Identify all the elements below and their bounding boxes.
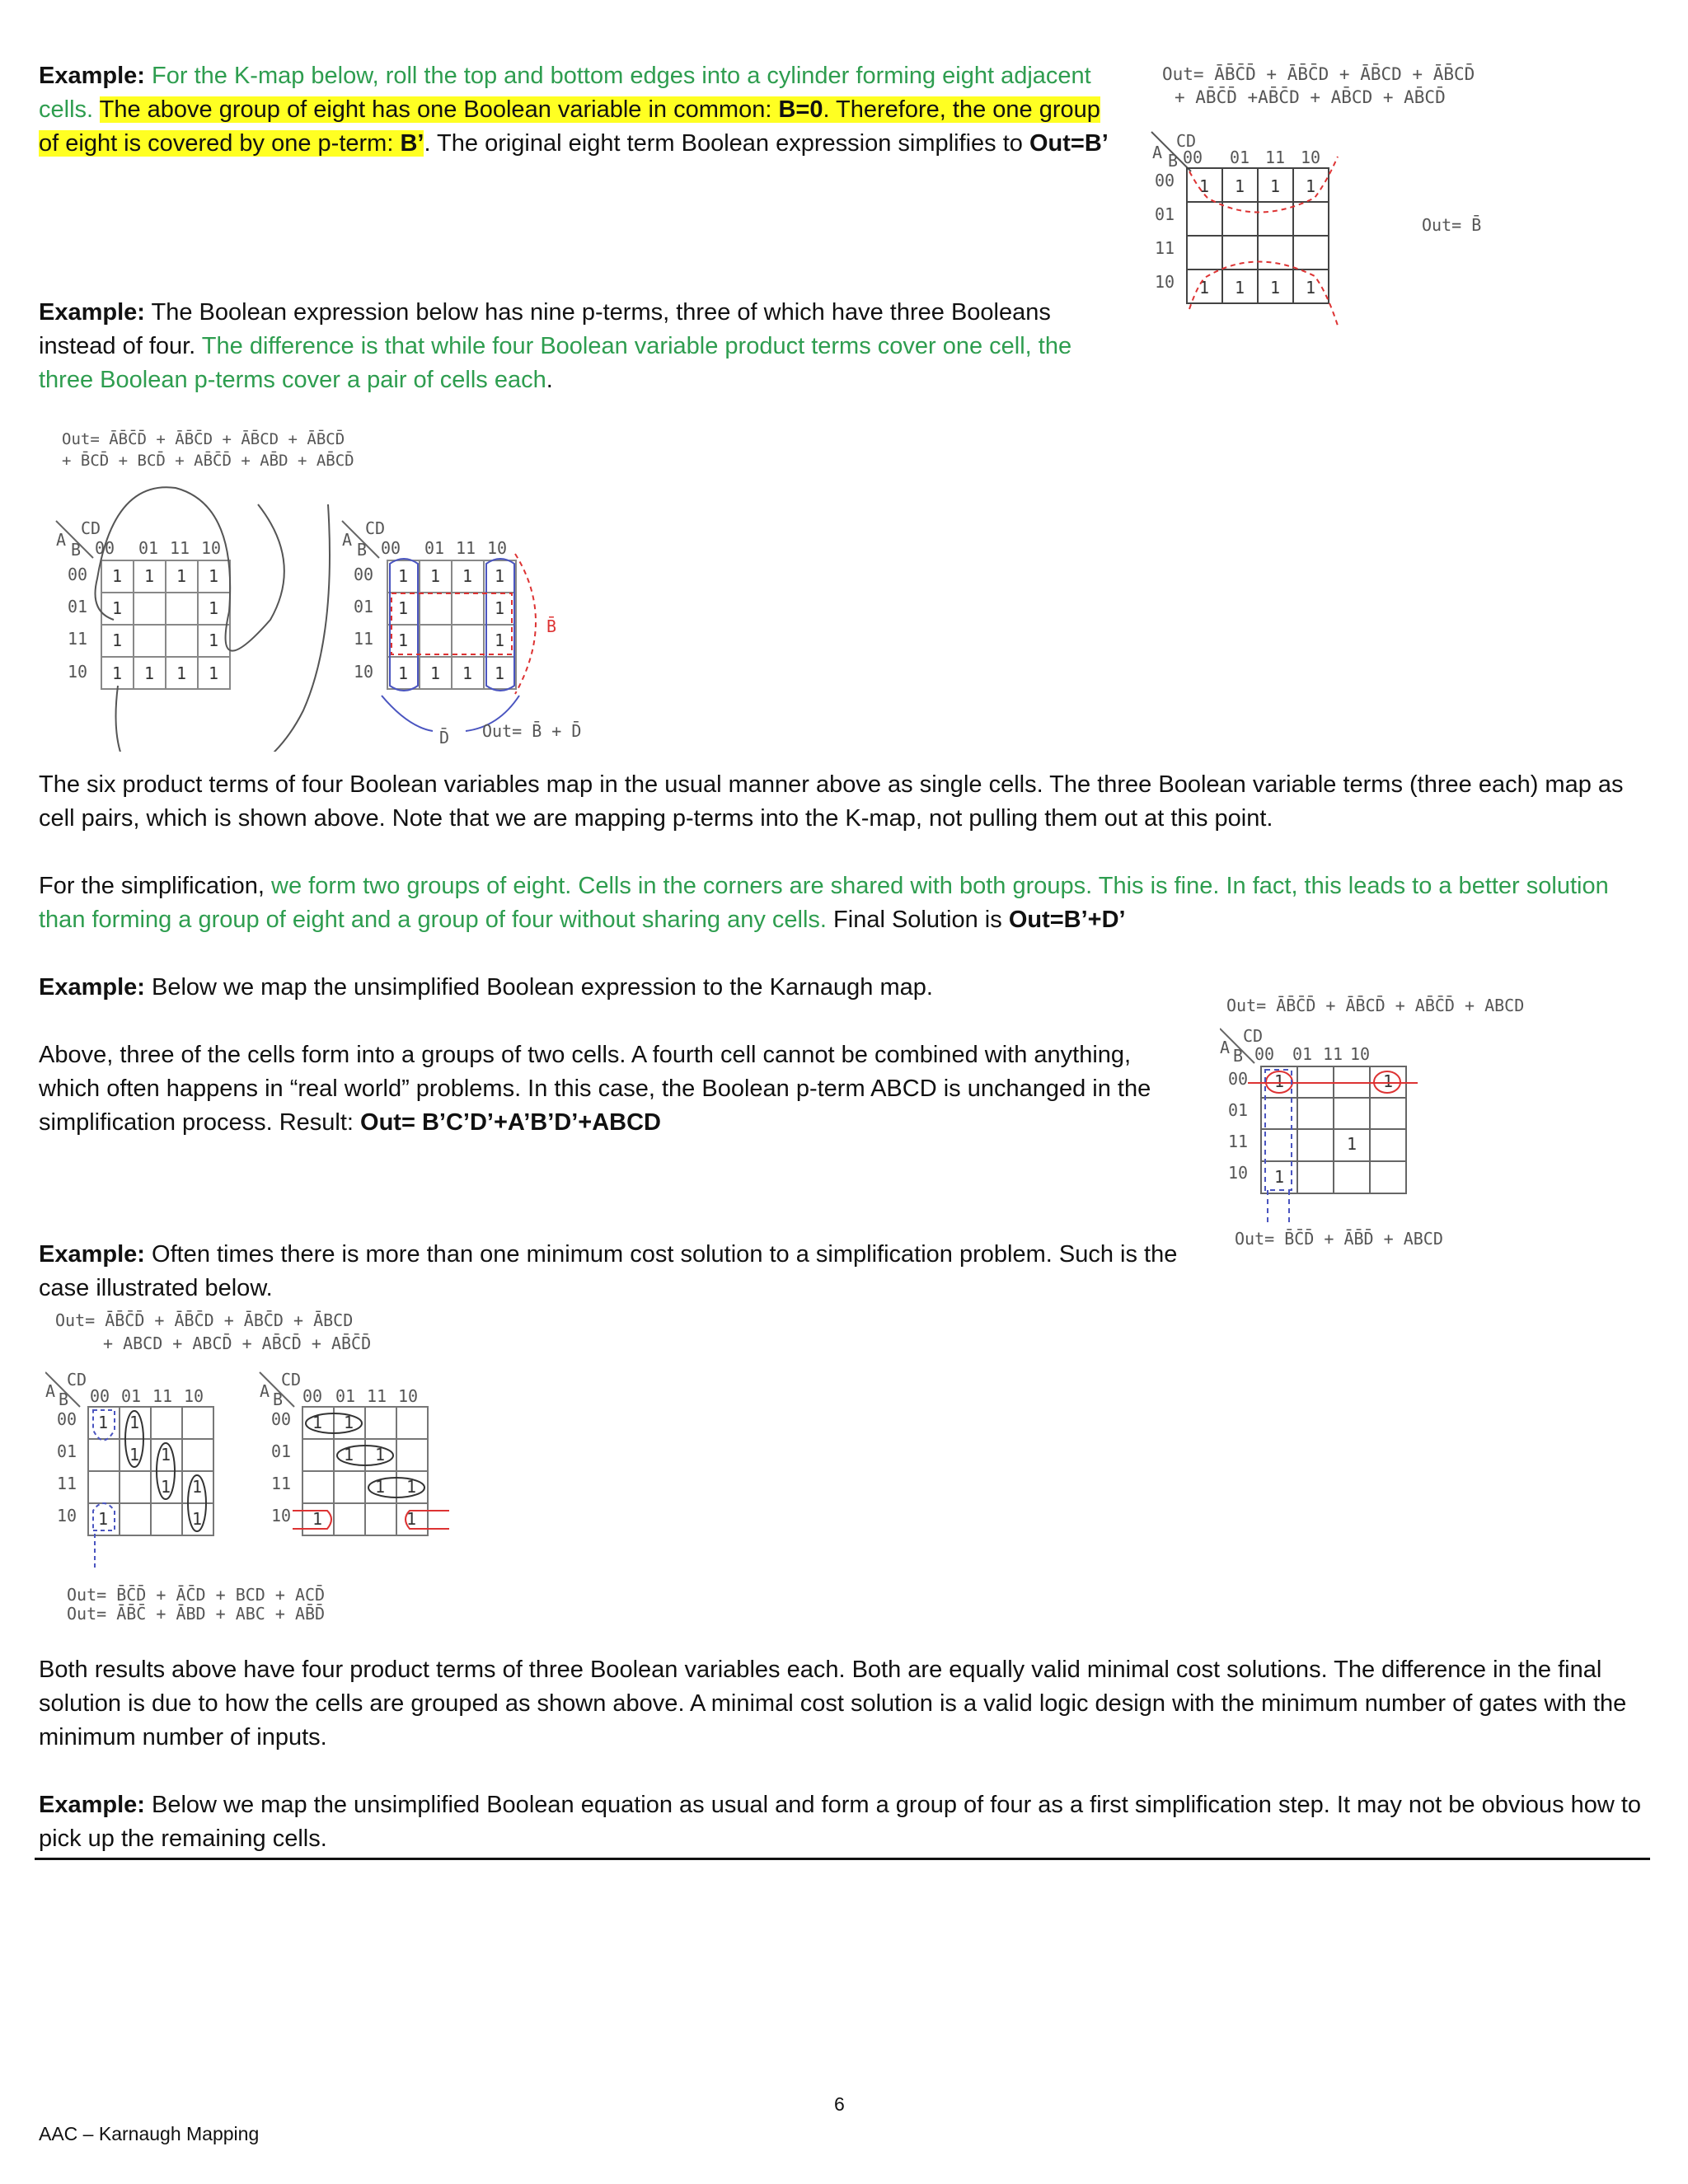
svg-text:1: 1 xyxy=(98,1413,109,1432)
svg-text:11: 11 xyxy=(152,1386,173,1406)
svg-text:01: 01 xyxy=(68,597,88,616)
svg-text:B: B xyxy=(71,540,82,560)
svg-text:1: 1 xyxy=(192,1509,203,1529)
svg-text:1: 1 xyxy=(112,663,123,683)
svg-text:B: B xyxy=(273,1390,284,1409)
svg-text:1: 1 xyxy=(161,1477,171,1497)
svg-text:1: 1 xyxy=(209,598,219,618)
footer-title: AAC – Karnaugh Mapping xyxy=(39,2123,260,2144)
svg-text:01: 01 xyxy=(271,1441,292,1461)
svg-text:1: 1 xyxy=(495,566,505,586)
svg-text:B: B xyxy=(1233,1046,1244,1066)
svg-text:A: A xyxy=(1220,1038,1231,1057)
svg-text:1: 1 xyxy=(406,1477,417,1497)
svg-text:1: 1 xyxy=(1274,1167,1285,1187)
svg-text:1: 1 xyxy=(375,1445,386,1465)
svg-text:1: 1 xyxy=(495,663,505,683)
svg-text:00: 00 xyxy=(354,565,374,584)
example4-paragraph: Example: Often times there is more than one minimum cost solution to a simplification problem. Such is the case illustrated below. xyxy=(39,1241,1178,1301)
svg-text:1: 1 xyxy=(192,1477,203,1497)
f3-expression: Out= ĀB̄C̄D̄ + ĀB̄CD̄ + AB̄C̄D̄ + ABCD xyxy=(1226,996,1525,1015)
svg-text:1: 1 xyxy=(495,598,505,618)
kmap-b-label: B xyxy=(1168,151,1179,171)
f3-output: Out= B̄C̄D̄ + ĀB̄D̄ + ABCD xyxy=(1235,1229,1443,1249)
svg-text:1: 1 xyxy=(1306,278,1316,298)
svg-text:1: 1 xyxy=(1199,176,1210,196)
example1-green-text: For the K-map below, roll the top and bottom edges into a cylinder forming eight adjacent cells. xyxy=(39,63,1091,123)
svg-text:1: 1 xyxy=(430,566,441,586)
svg-text:11: 11 xyxy=(354,629,374,649)
svg-text:01: 01 xyxy=(57,1441,77,1461)
svg-text:10: 10 xyxy=(487,538,508,558)
svg-text:10: 10 xyxy=(1228,1163,1249,1183)
svg-text:1: 1 xyxy=(398,566,409,586)
example3-paragraph: Example: Below we map the unsimplified Boolean expression to the Karnaugh map. xyxy=(39,974,933,1001)
svg-text:10: 10 xyxy=(1301,148,1321,167)
svg-text:CD: CD xyxy=(81,518,101,538)
svg-text:1: 1 xyxy=(430,663,441,683)
svg-text:1: 1 xyxy=(312,1413,323,1432)
kmap-a-label: A xyxy=(1152,143,1163,162)
svg-text:1: 1 xyxy=(462,663,473,683)
svg-text:1: 1 xyxy=(209,630,219,650)
svg-text:CD: CD xyxy=(365,518,386,538)
svg-text:A: A xyxy=(260,1381,270,1401)
svg-text:11: 11 xyxy=(170,538,190,558)
svg-text:11: 11 xyxy=(1323,1044,1343,1064)
svg-text:11: 11 xyxy=(456,538,476,558)
svg-text:10: 10 xyxy=(68,662,88,682)
svg-text:00: 00 xyxy=(1183,148,1203,167)
svg-text:A: A xyxy=(56,530,67,550)
svg-text:1: 1 xyxy=(1270,278,1281,298)
svg-text:1: 1 xyxy=(375,1477,386,1497)
figure-kmap-1 xyxy=(1150,58,1628,338)
svg-text:1: 1 xyxy=(144,663,155,683)
page-divider xyxy=(35,1858,1650,1860)
example-label: Example: xyxy=(39,1241,145,1268)
svg-text:11: 11 xyxy=(367,1386,387,1406)
svg-text:1: 1 xyxy=(344,1413,354,1432)
f2-label-d: D̄ xyxy=(439,728,450,748)
svg-text:1: 1 xyxy=(161,1445,171,1465)
svg-text:10: 10 xyxy=(271,1506,292,1526)
svg-text:B: B xyxy=(59,1390,69,1409)
svg-text:1: 1 xyxy=(1274,1071,1285,1091)
svg-text:1: 1 xyxy=(129,1445,140,1465)
page-number: 6 xyxy=(834,2093,845,2115)
f1-output: Out= B̄ xyxy=(1422,215,1482,235)
svg-text:1: 1 xyxy=(1199,278,1210,298)
f4-output-1: Out= B̄C̄D̄ + ĀC̄D + BCD + ACD̄ xyxy=(67,1585,326,1605)
svg-text:10: 10 xyxy=(184,1386,204,1406)
svg-text:11: 11 xyxy=(1228,1132,1249,1151)
f2-expression-line1: Out= ĀB̄C̄D̄ + ĀB̄C̄D + ĀB̄CD + ĀB̄CD̄ xyxy=(62,430,345,448)
svg-text:A: A xyxy=(342,530,353,550)
example1-result: Out=B’ xyxy=(1029,130,1109,157)
svg-text:B: B xyxy=(357,540,368,560)
example2-paragraph: Example: The Boolean expression below has nine p-terms, three of which have three Booleans instead of four. The difference is that while four Boolean variable product terms cover one cell, the three Boolean p-terms cover a pair of cells each. xyxy=(39,299,1072,393)
svg-text:11: 11 xyxy=(1155,238,1175,258)
svg-text:1: 1 xyxy=(312,1509,323,1529)
f4-expression-line1: Out= ĀB̄C̄D̄ + ĀB̄C̄D + ĀBC̄D + ĀBCD xyxy=(55,1310,354,1330)
svg-text:1: 1 xyxy=(344,1445,354,1465)
svg-text:1: 1 xyxy=(495,630,505,650)
svg-text:A: A xyxy=(45,1381,56,1401)
example-label: Example: xyxy=(39,1792,145,1818)
kmap-cd-label: CD xyxy=(1176,131,1197,151)
svg-text:01: 01 xyxy=(121,1386,142,1406)
svg-text:1: 1 xyxy=(1383,1071,1394,1091)
svg-text:1: 1 xyxy=(176,663,187,683)
svg-text:01: 01 xyxy=(354,597,374,616)
svg-text:01: 01 xyxy=(1155,204,1175,224)
simplification-paragraph: For the simplification, we form two groups of eight. Cells in the corners are shared with both groups. This is fine. In fact, this leads to a better solution than forming a group of eight and a group of four without sharing any cells. Final Solution is Out=B’+D’ xyxy=(39,873,1609,933)
svg-text:11: 11 xyxy=(271,1474,292,1493)
svg-text:1: 1 xyxy=(1235,176,1245,196)
svg-text:01: 01 xyxy=(1228,1100,1249,1120)
f2-label-b: B̄ xyxy=(546,616,557,636)
svg-text:1: 1 xyxy=(462,566,473,586)
figure-kmap-4 xyxy=(45,1310,507,1624)
svg-text:1: 1 xyxy=(398,598,409,618)
svg-text:00: 00 xyxy=(57,1409,77,1429)
svg-text:1: 1 xyxy=(1306,176,1316,196)
svg-text:11: 11 xyxy=(1265,148,1286,167)
svg-text:00: 00 xyxy=(1228,1069,1249,1089)
svg-text:00: 00 xyxy=(381,538,401,558)
example-label: Example: xyxy=(39,974,145,1001)
f2-expression-line2: + B̄CD̄ + BCD̄ + AB̄C̄D̄ + AB̄D + AB̄CD̄ xyxy=(62,452,354,470)
above-paragraph: Above, three of the cells form into a groups of two cells. A fourth cell cannot be combined with anything, which often happens in “real world” problems. In this case, the Boolean p-term ABCD is unchanged in the simplification process. Result: Out= B’C’D’+A’B’D’+ABCD xyxy=(39,1042,1151,1136)
svg-text:00: 00 xyxy=(90,1386,110,1406)
svg-text:01: 01 xyxy=(1230,148,1250,167)
svg-text:1: 1 xyxy=(144,566,155,586)
svg-text:1: 1 xyxy=(112,566,123,586)
svg-text:00: 00 xyxy=(271,1409,292,1429)
six-terms-paragraph: The six product terms of four Boolean variables map in the usual manner above as single cells. The three Boolean variable terms (three each) map as cell pairs, which is shown above. Note that we are mapping p-terms into the K-map, not pulling them out at this point. xyxy=(39,771,1624,832)
svg-text:10: 10 xyxy=(354,662,374,682)
svg-text:00: 00 xyxy=(302,1386,323,1406)
svg-text:10: 10 xyxy=(1155,272,1175,292)
svg-text:CD: CD xyxy=(281,1370,302,1390)
svg-text:1: 1 xyxy=(209,663,219,683)
svg-text:00: 00 xyxy=(68,565,88,584)
svg-text:1: 1 xyxy=(1347,1134,1357,1154)
figure-kmap-2 xyxy=(49,430,643,752)
svg-text:1: 1 xyxy=(129,1413,140,1432)
svg-text:10: 10 xyxy=(398,1386,419,1406)
example5-paragraph: Example: Below we map the unsimplified Boolean equation as usual and form a group of four as a first simplification step. It may not be obvious how to pick up the remaining cells. xyxy=(39,1792,1642,1852)
f4-output-2: Out= ĀB̄C̄ + ĀBD + ABC + AB̄D̄ xyxy=(67,1604,326,1624)
svg-text:00: 00 xyxy=(95,538,115,558)
svg-text:1: 1 xyxy=(1235,278,1245,298)
example1-highlight: The above group of eight has one Boolean variable in common: B=0. Therefore, the one group of eight is covered by one p-term: B’ xyxy=(39,96,1100,157)
svg-text:1: 1 xyxy=(209,566,219,586)
example1-paragraph xyxy=(39,59,1118,161)
svg-text:10: 10 xyxy=(1350,1044,1371,1064)
svg-text:CD: CD xyxy=(1243,1026,1264,1046)
svg-text:01: 01 xyxy=(138,538,159,558)
f1-expression-line2: + AB̄C̄D̄ +AB̄C̄D + AB̄CD + AB̄CD̄ xyxy=(1175,87,1446,107)
svg-text:01: 01 xyxy=(1292,1044,1313,1064)
f4-expression-line2: + ABCD + ABCD̄ + AB̄CD̄ + AB̄C̄D̄ xyxy=(103,1333,372,1353)
svg-text:1: 1 xyxy=(406,1509,417,1529)
figure-kmap-3 xyxy=(1220,989,1648,1261)
svg-text:10: 10 xyxy=(57,1506,77,1526)
svg-text:1: 1 xyxy=(176,566,187,586)
svg-text:1: 1 xyxy=(398,663,409,683)
svg-text:CD: CD xyxy=(67,1370,87,1390)
svg-text:00: 00 xyxy=(1254,1044,1275,1064)
both-results-paragraph: Both results above have four product terms of three Boolean variables each. Both are equally valid minimal cost solutions. The difference in the final solution is due to how the cells are grouped as shown above. A minimal cost solution is a valid logic design with the minimum number of gates with the minimum number of inputs. xyxy=(39,1657,1627,1750)
svg-text:11: 11 xyxy=(68,629,88,649)
svg-text:00: 00 xyxy=(1155,171,1175,190)
svg-text:1: 1 xyxy=(398,630,409,650)
example1-tail: . The original eight term Boolean expression simplifies to xyxy=(424,130,1029,157)
f1-expression-line1: Out= ĀB̄C̄D̄ + ĀB̄C̄D + ĀB̄CD + ĀB̄CD̄ xyxy=(1162,64,1475,84)
example-label: Example: xyxy=(39,299,145,326)
svg-text:01: 01 xyxy=(335,1386,356,1406)
svg-text:1: 1 xyxy=(1270,176,1281,196)
svg-text:1: 1 xyxy=(98,1509,109,1529)
f2-output: Out= B̄ + D̄ xyxy=(482,721,582,741)
example-label: Example: xyxy=(39,63,145,89)
svg-text:01: 01 xyxy=(424,538,445,558)
svg-text:1: 1 xyxy=(112,630,123,650)
svg-text:11: 11 xyxy=(57,1474,77,1493)
svg-text:10: 10 xyxy=(201,538,222,558)
svg-text:1: 1 xyxy=(112,598,123,618)
